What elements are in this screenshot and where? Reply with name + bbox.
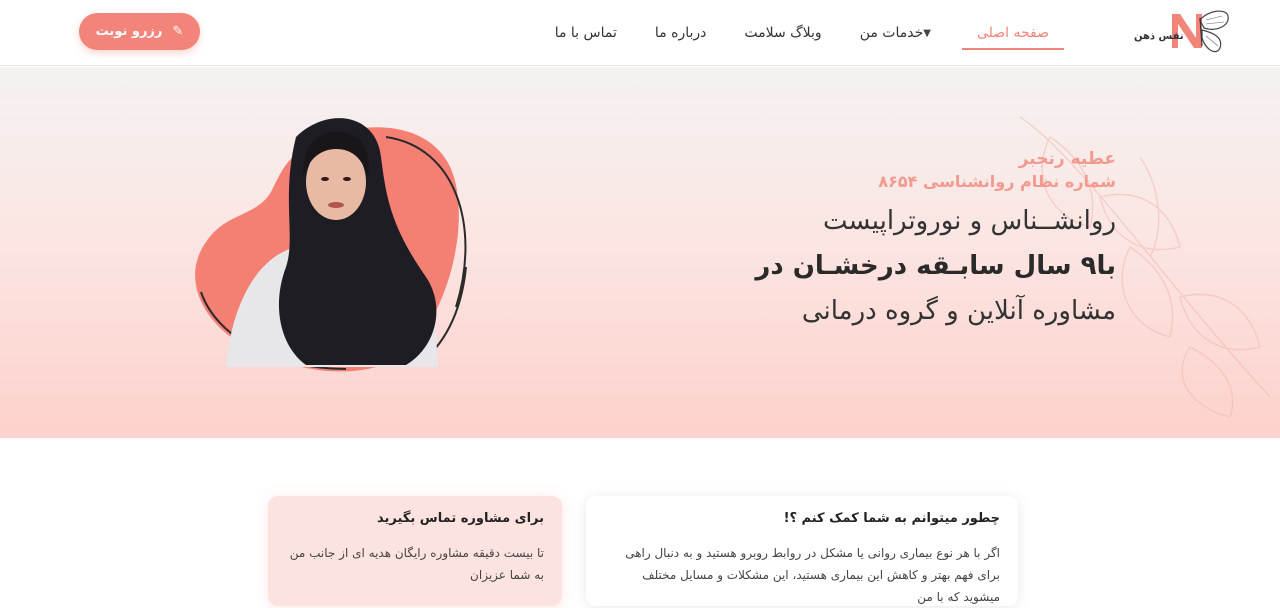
nav-contact-label: تماس با ما xyxy=(554,25,617,41)
therapist-name: عطیه رنجبر xyxy=(1018,149,1116,169)
nav-home[interactable] xyxy=(958,0,1068,66)
main-nav xyxy=(536,0,1068,66)
hero-text-block xyxy=(616,147,1116,333)
help-card xyxy=(586,496,1018,606)
call-card-body: تا بیست دقیقه مشاوره رایگان هدیه ای از جانب من به شما عزیزان xyxy=(289,546,544,582)
nav-blog[interactable] xyxy=(725,0,840,66)
nav-contact[interactable] xyxy=(536,0,636,66)
nav-services-label: خدمات من xyxy=(859,25,924,41)
call-card-title: برای مشاوره تماس بگیرید xyxy=(377,511,544,526)
therapist-portrait xyxy=(186,107,476,377)
hero-headline-line3: مشاوره آنلاین و گروه درمانی xyxy=(801,296,1116,326)
logo-text: نفس ذهن xyxy=(1134,31,1184,42)
site-header xyxy=(0,0,1280,66)
book-appointment-button[interactable] xyxy=(79,13,200,50)
help-card-body: اگر با هر نوع بیماری روانی یا مشکل در روابط روبرو هستید و به دنبال راهی برای فهم بهتر و کاهش این بیماری هستید، این مشکلات و مسایل مختلف میشوید که با من xyxy=(625,546,1000,604)
nav-about[interactable] xyxy=(636,0,725,66)
nav-about-label: درباره ما xyxy=(654,25,707,41)
call-card xyxy=(268,496,562,606)
book-appointment-label: رزرو نوبت xyxy=(95,24,163,39)
nav-home-label: صفحه اصلی xyxy=(976,25,1049,41)
pencil-icon: ✎ xyxy=(172,24,184,39)
caret-down-icon: ▼ xyxy=(923,27,931,39)
license-number: شماره نظام روانشناسی ۸۶۵۴ xyxy=(878,172,1116,191)
hero-section xyxy=(0,67,1280,438)
hero-headline-line2: با۹ سال سابـقه درخشـان در xyxy=(755,251,1116,281)
nav-blog-label: وبلاگ سلامت xyxy=(744,25,822,41)
help-card-title: چطور میتوانم به شما کمک کنم ؟! xyxy=(783,511,1000,526)
hero-headline-line1: روانشــناس و نوروتراپیست xyxy=(823,206,1116,236)
nav-services[interactable] xyxy=(841,0,958,66)
site-logo[interactable] xyxy=(1130,6,1232,58)
